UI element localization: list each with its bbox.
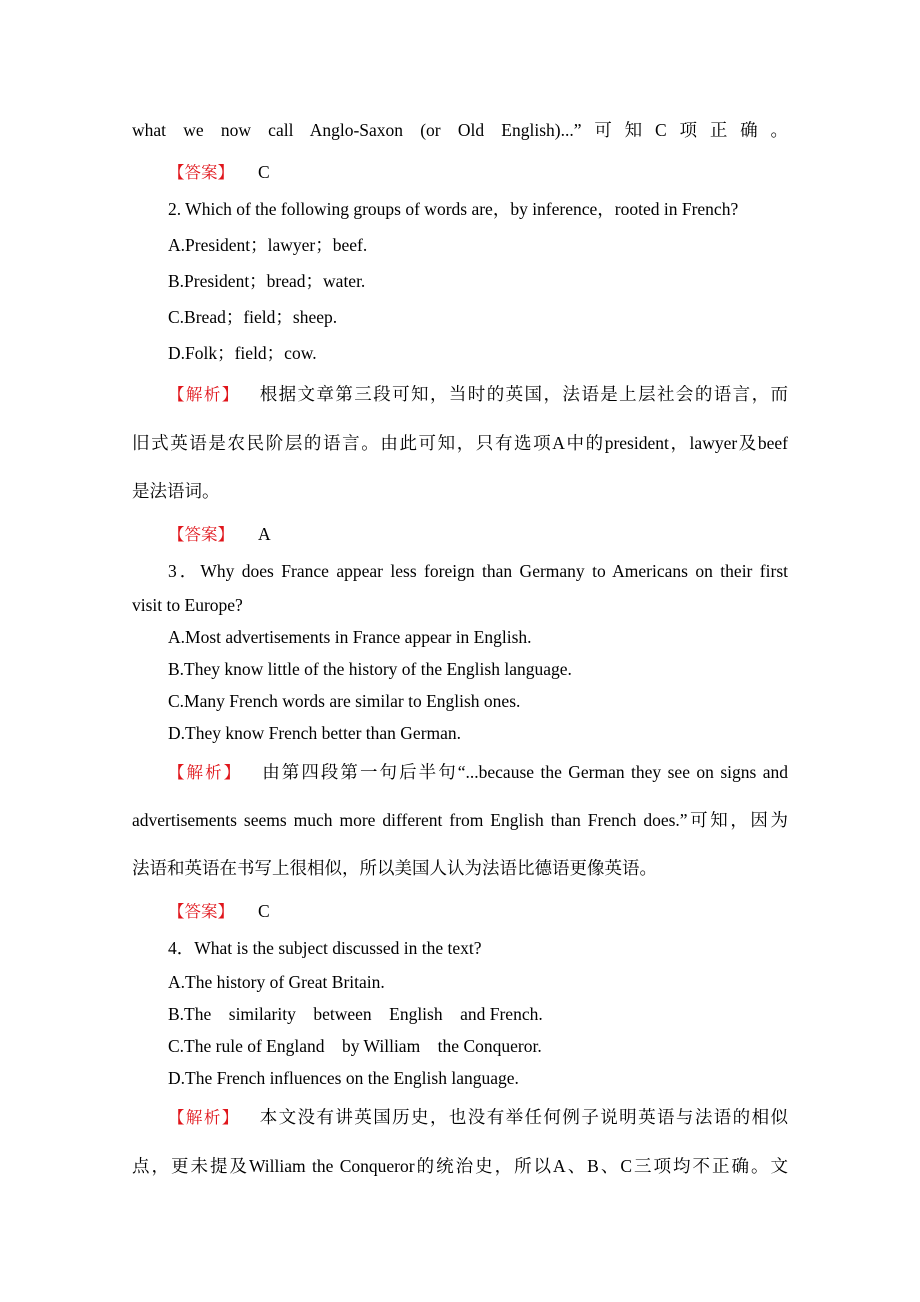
q3-option-b: B.They know little of the history of the English language. [168,659,572,679]
q2-analysis-line-3: 是法语词。 [132,481,220,501]
q3-answer-value: C [258,901,270,921]
q2-answer-line [168,522,788,547]
q3-option-c: C.Many French words are similar to English ones. [168,691,521,711]
q1-answer-value: C [258,162,270,182]
q2-option-c: C.Bread；field；sheep. [168,307,338,327]
q4-option-c: C.The rule of England by William the Conqueror. [168,1036,542,1056]
q3-option-d: D.They know French better than German. [168,723,462,743]
q3-answer-line [168,899,788,924]
q3-analysis-line-1 [168,760,788,785]
answer-label: 【答案】 [168,525,234,544]
q4-analysis-text-1: 本文没有讲英国历史，也没有举任何例子说明英语与法语的相似 [259,1107,789,1127]
q4-analysis-line-2: 点，更未提及William the Conqueror的统治史，所以A、B、C三项均不正确。文 [132,1156,788,1176]
q3-analysis-text-1: 由第四段第一句后半句“...because the German they see on signs and [262,762,788,782]
analysis-label: 【解析】 [168,385,240,404]
q2-option-a: A.President；lawyer；beef. [168,235,368,255]
analysis-label: 【解析】 [168,1108,240,1127]
q3-stem-line-2: visit to Europe? [132,595,243,615]
q3-stem-line-1: 3．Why does France appear less foreign than Germany to Americans on their first [168,561,788,581]
q1-answer-line [168,160,788,185]
intro-tail-line: what we now call Anglo-Saxon (or Old English)...”可知C项正确。 [132,120,788,140]
q2-analysis-line-2: 旧式英语是农民阶层的语言。由此可知，只有选项A中的president，lawyer及beef [132,433,788,453]
answer-label: 【答案】 [168,163,234,182]
answer-label: 【答案】 [168,902,234,921]
analysis-label: 【解析】 [168,763,243,782]
q4-option-a: A.The history of Great Britain. [168,972,385,992]
q3-option-a: A.Most advertisements in France appear in English. [168,627,532,647]
q2-analysis-line-1 [168,382,788,407]
q2-stem: 2. Which of the following groups of words are，by inference，rooted in French? [168,199,739,219]
q4-option-b: B.The similarity between English and French. [168,1004,543,1024]
q4-option-d: D.The French influences on the English language. [168,1068,519,1088]
q3-analysis-line-3: 法语和英语在书写上很相似，所以美国人认为法语比德语更像英语。 [132,858,657,878]
q4-analysis-line-1 [168,1105,788,1130]
q3-analysis-line-2: advertisements seems much more different from English than French does.”可知，因为 [132,810,788,830]
q4-stem: 4．What is the subject discussed in the text? [168,938,482,958]
q2-option-b: B.President；bread；water. [168,271,366,291]
q2-option-d: D.Folk；field；cow. [168,343,317,363]
q2-answer-value: A [258,524,271,544]
q2-analysis-text-1: 根据文章第三段可知，当时的英国，法语是上层社会的语言，而 [259,384,789,404]
